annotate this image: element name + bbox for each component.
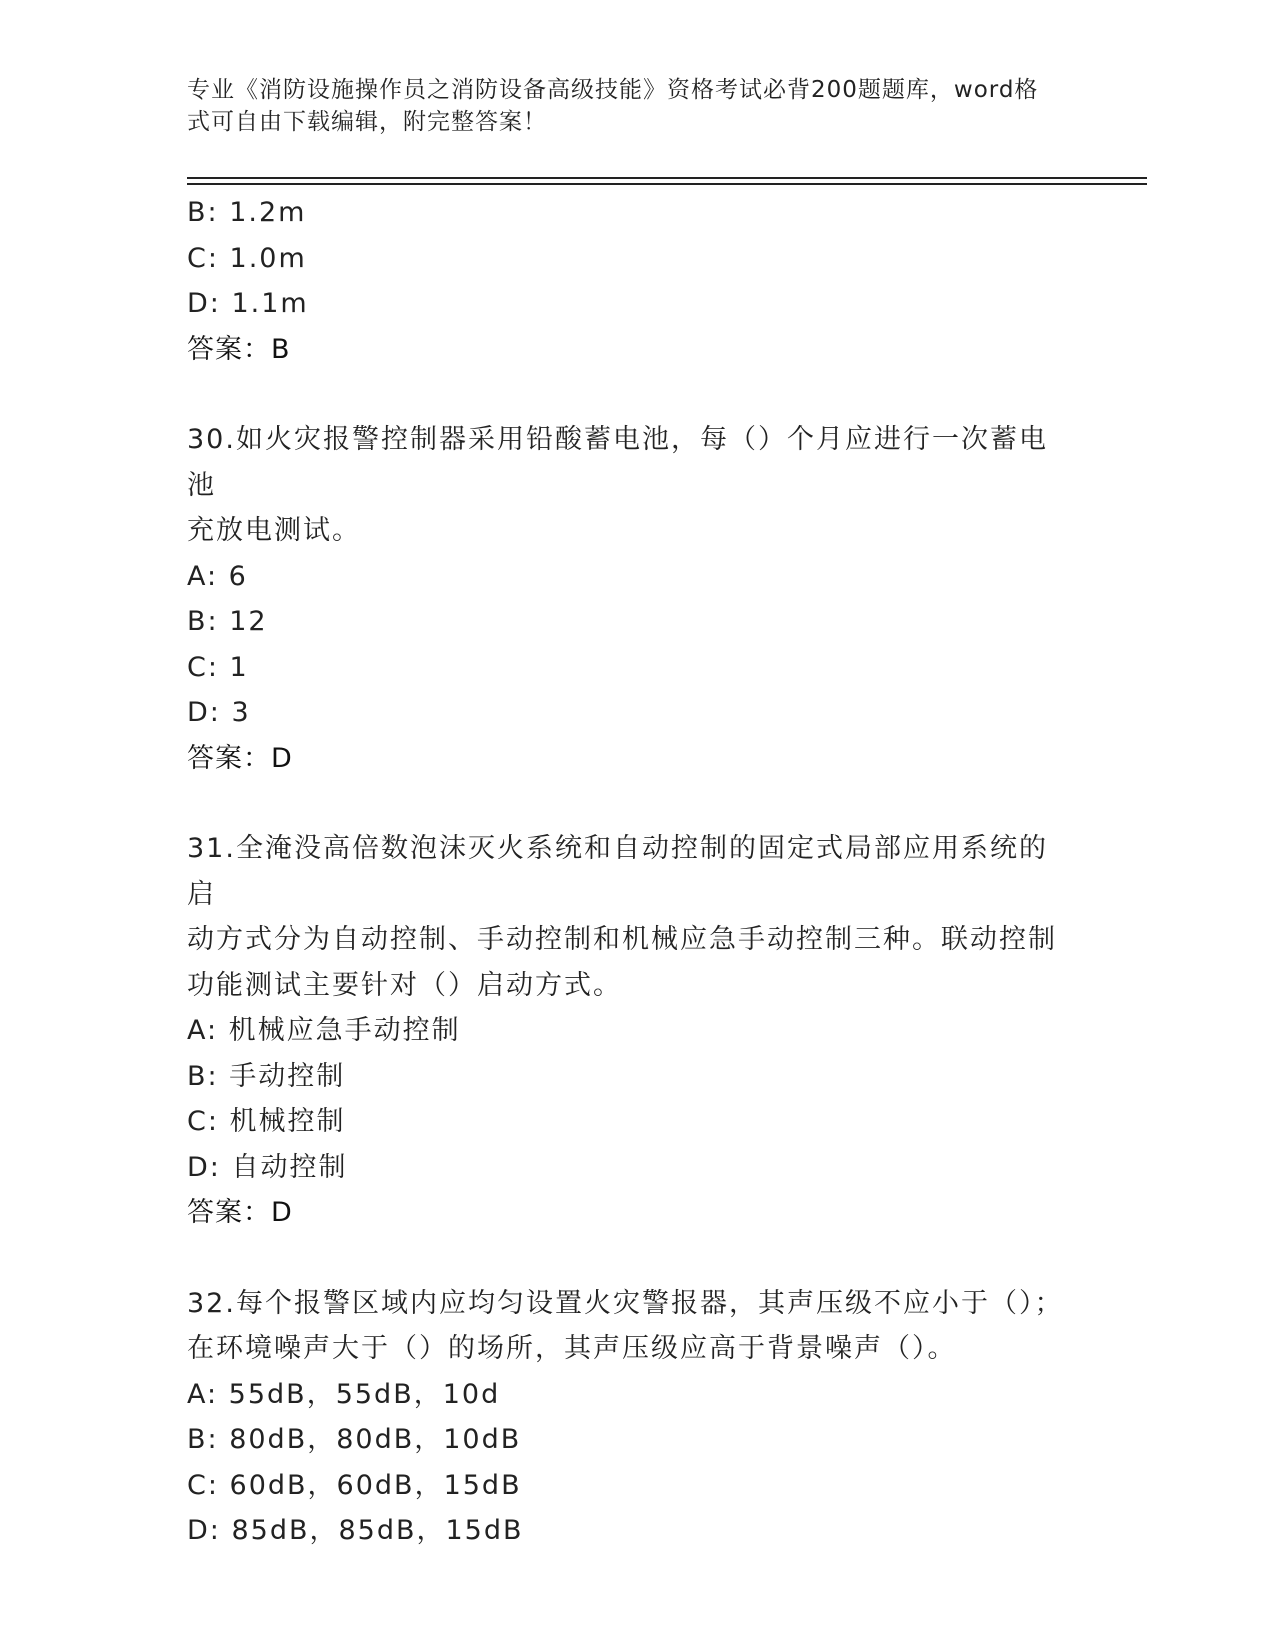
question-29-tail (187, 190, 1087, 372)
option-a: A: 机械应急手动控制 (187, 1015, 461, 1046)
question-stem-line: 功能测试主要针对（）启动方式。 (187, 969, 622, 1001)
option-d: D: 85dB，85dB，15dB (187, 1515, 524, 1546)
question-stem-line: 32.每个报警区域内应均匀设置火灾警报器，其声压级不应小于（）； (187, 1287, 1064, 1319)
option-d: D: 3 (187, 697, 251, 728)
question-stem-line: 31.全淹没高倍数泡沫灭火系统和自动控制的固定式局部应用系统的启 (187, 833, 1048, 910)
question-31 (187, 826, 1087, 1236)
option-b: B: 12 (187, 606, 268, 637)
question-stem-line: 充放电测试。 (187, 515, 361, 546)
option-d: D: 1.1m (187, 288, 309, 319)
question-32 (187, 1281, 1087, 1554)
header-line-2: 式可自由下载编辑，附完整答案！ (187, 109, 547, 135)
option-a: A: 6 (187, 560, 248, 592)
spacer (187, 781, 1087, 826)
header-rule-bottom (187, 183, 1147, 185)
question-30 (187, 417, 1087, 781)
answer-line: 答案：B (187, 333, 291, 365)
spacer (187, 1236, 1087, 1281)
option-b: B: 80dB，80dB，10dB (187, 1424, 522, 1455)
option-a: A: 55dB，55dB，10d (187, 1378, 501, 1410)
answer-line: 答案：D (187, 742, 293, 774)
question-stem-line: 动方式分为自动控制、手动控制和机械应急手动控制三种。联动控制 (187, 924, 1057, 955)
option-d: D: 自动控制 (187, 1151, 348, 1183)
option-c: C: 机械控制 (187, 1106, 346, 1137)
question-stem-line: 在环境噪声大于（）的场所，其声压级应高于背景噪声（）。 (187, 1333, 957, 1364)
option-c: C: 1.0m (187, 242, 307, 274)
header-rule-top (187, 177, 1147, 179)
header-line-1: 专业《消防设施操作员之消防设备高级技能》资格考试必背200题题库，word格 (187, 77, 1039, 103)
option-b: B: 手动控制 (187, 1060, 346, 1092)
answer-line: 答案：D (187, 1197, 293, 1228)
question-stem-line: 30.如火灾报警控制器采用铅酸蓄电池，每（）个月应进行一次蓄电池 (187, 424, 1048, 501)
document-body (187, 190, 1087, 1554)
option-c: C: 60dB，60dB，15dB (187, 1469, 522, 1501)
document-header (187, 74, 1067, 138)
option-c: C: 1 (187, 651, 249, 683)
option-b: B: 1.2m (187, 197, 307, 228)
spacer (187, 372, 1087, 417)
